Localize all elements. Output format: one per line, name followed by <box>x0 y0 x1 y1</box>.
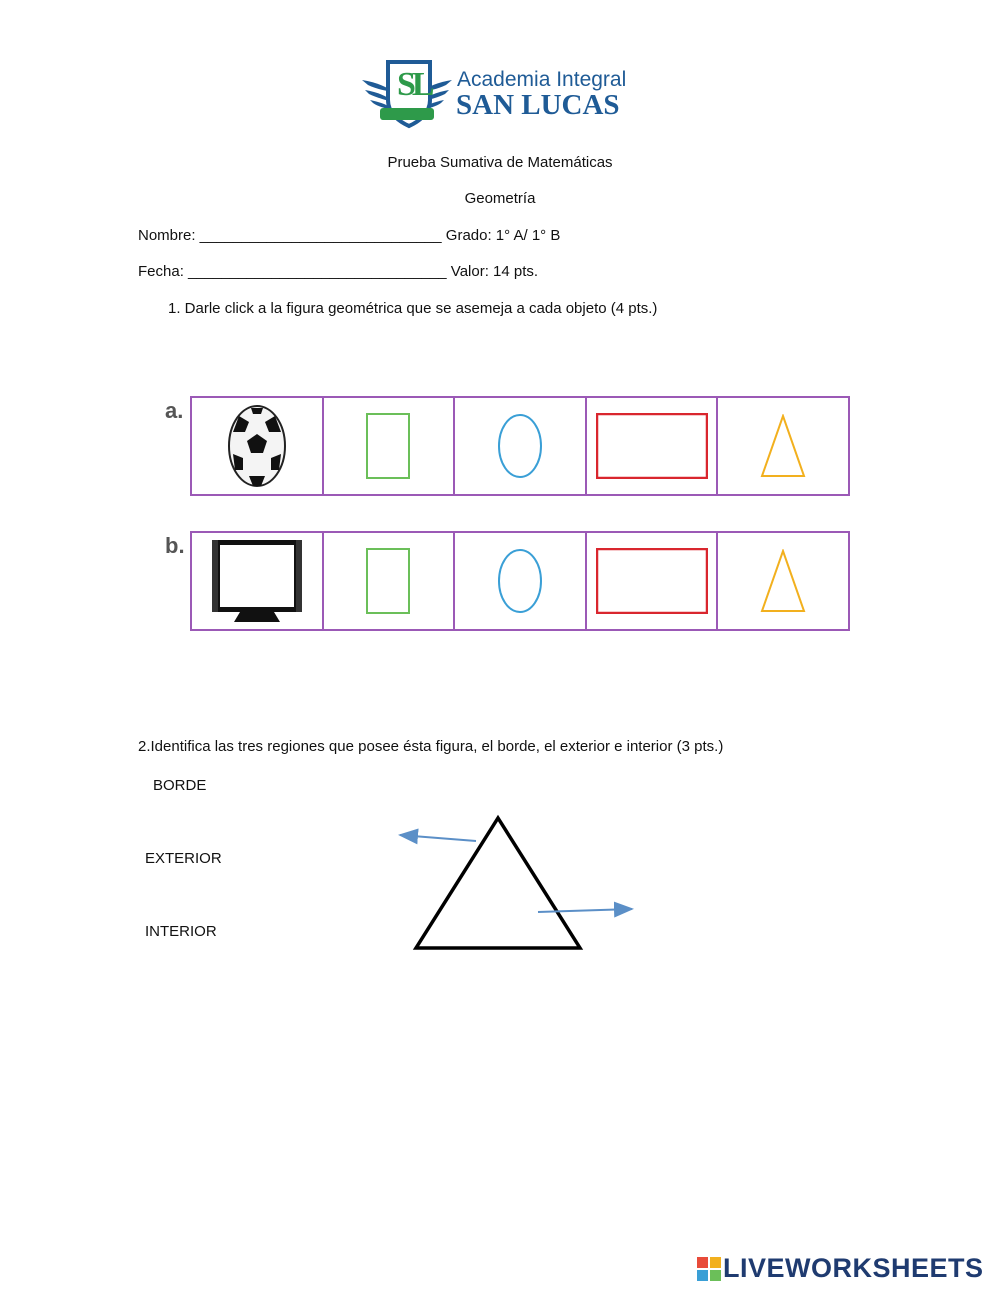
date-value-line: Fecha: _______________________________ Valor: 14 pts. <box>138 263 539 280</box>
row-a-grid <box>190 396 850 496</box>
rectangle-horizontal-icon <box>596 413 708 479</box>
option-rectangle-horizontal-a[interactable] <box>587 398 719 494</box>
soccer-ball-icon <box>227 404 287 488</box>
rectangle-vertical-icon <box>366 413 410 479</box>
soccer-ball-image <box>192 398 324 494</box>
question2-text: 2.Identifica las tres regiones que posee ésta figura, el borde, el exterior e interior (3 pts.) <box>138 738 724 755</box>
logo-letters: SL <box>397 66 431 103</box>
row-b-grid <box>190 531 850 631</box>
option-oval-a[interactable] <box>455 398 587 494</box>
drag-label-exterior[interactable]: EXTERIOR <box>145 850 222 867</box>
page-title: Prueba Sumativa de Matemáticas <box>387 154 613 171</box>
oval-icon <box>497 548 543 614</box>
liveworksheets-logo-icon <box>697 1257 721 1281</box>
regions-diagram <box>390 810 650 960</box>
arrow-right <box>538 909 632 912</box>
option-oval-b[interactable] <box>455 533 587 629</box>
drag-label-interior[interactable]: INTERIOR <box>145 923 217 940</box>
brand-name-line2: SAN LUCAS <box>456 89 620 121</box>
brand-name-line1: Academia Integral <box>457 68 627 91</box>
option-rectangle-vertical-b[interactable] <box>324 533 456 629</box>
arrow-left <box>400 835 476 841</box>
liveworksheets-brand: LIVEWORKSHEETS <box>723 1253 984 1283</box>
question1-text: 1. Darle click a la figura geométrica que se asemeja a cada objeto (4 pts.) <box>168 300 658 317</box>
oval-icon <box>497 413 543 479</box>
rectangle-vertical-icon <box>366 548 410 614</box>
option-triangle-b[interactable] <box>718 533 848 629</box>
name-grade-line: Nombre: _____________________________ Grado: 1° A/ 1° B <box>138 227 561 244</box>
option-rectangle-vertical-a[interactable] <box>324 398 456 494</box>
drag-label-borde[interactable]: BORDE <box>153 777 207 794</box>
triangle-icon <box>760 414 806 478</box>
triangle-icon <box>760 549 806 613</box>
page-subtitle: Geometría <box>464 190 536 207</box>
monitor-image <box>192 533 324 629</box>
rectangle-horizontal-icon <box>596 548 708 614</box>
option-triangle-a[interactable] <box>718 398 848 494</box>
option-rectangle-horizontal-b[interactable] <box>587 533 719 629</box>
monitor-icon <box>210 538 304 624</box>
row-a-label: a. <box>165 398 184 423</box>
row-b-label: b. <box>165 533 185 558</box>
